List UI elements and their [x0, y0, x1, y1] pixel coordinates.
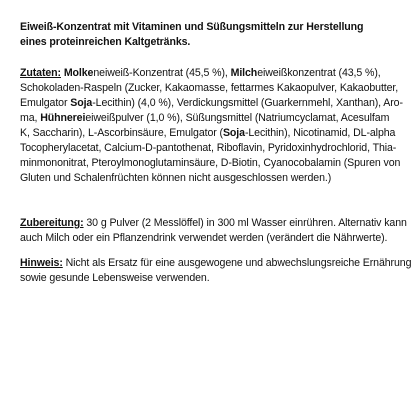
ingredients-block [20, 66, 403, 186]
headline-line-2: eines proteinreichen Kaltgetränks. [20, 36, 191, 48]
allergen-highlight: Milch [230, 67, 258, 79]
preparation-text: 30 g Pulver (2 Messlöffel) in 300 ml Wasser einrühren. Alternativ kann [83, 217, 407, 229]
preparation-block [20, 216, 407, 246]
allergen-highlight: Soja [70, 97, 93, 109]
preparation-line-1 [20, 216, 407, 231]
headline-line-1: Eiweiß-Konzentrat mit Vitaminen und Süßungsmitteln zur Herstellung [20, 21, 364, 33]
ingredients-text: -Lecithin) (4,0 %), Verdickungsmittel (Guarkernmehl, Xanthan), Aro- [92, 97, 403, 109]
hint-line-1 [20, 256, 412, 271]
hint-line-2: sowie gesunde Lebensweise verwenden. [20, 272, 210, 284]
allergen-highlight: Molke [63, 67, 94, 79]
ingredients-text: neiweiß-Konzentrat (45,5 %), [93, 67, 231, 79]
allergen-highlight: Soja [222, 127, 245, 139]
ingredients-text: ma, [20, 112, 41, 124]
ingredients-text: Emulgator [20, 97, 71, 109]
ingredients-text: eiweißkonzentrat (43,5 %), [257, 67, 381, 79]
hint-heading: Hinweis: [20, 257, 63, 269]
ingredients-text: -Lecithin), Nicotinamid, DL-alpha [244, 127, 396, 139]
allergen-highlight: Hühnerei [40, 112, 86, 124]
ingredients-line-7: minmononitrat, Pteroylmonoglutaminsäure, D-Biotin, Cyanocobalamin (Spuren von [20, 157, 401, 169]
ingredients-text: eiweißpulver (1,0 %), Süßungsmittel (Natriumcyclamat, Acesulfam [85, 112, 390, 124]
ingredients-heading: Zutaten: [20, 67, 61, 79]
preparation-line-2: auch Milch oder ein Pflanzendrink verwendet werden (verändert die Nährwerte). [20, 232, 388, 244]
ingredients-line-8: Gluten und Schalenfrüchten können nicht ausgeschlossen werden.) [20, 172, 332, 184]
ingredients-text: K, Saccharin), L-Ascorbinsäure, Emulgator ( [20, 127, 223, 139]
hint-block [20, 256, 412, 286]
ingredients-line-4 [20, 111, 400, 126]
hint-text: Nicht als Ersatz für eine ausgewogene und abwechslungsreiche Ernährung [62, 257, 412, 269]
ingredients-line-6: Tocopherylacetat, Calcium-D-pantothenat, Riboflavin, Pyridoxinhydrochlorid, Thia- [20, 142, 397, 154]
ingredients-line-5 [20, 126, 400, 141]
preparation-heading: Zubereitung: [20, 217, 84, 229]
ingredients-line-1 [20, 66, 400, 81]
ingredients-line-2: Schokoladen-Raspeln (Zucker, Kakaomasse, fettarmes Kakaopulver, Kakaobutter, [20, 82, 399, 94]
product-headline [20, 20, 400, 50]
ingredients-line-3 [20, 96, 403, 111]
